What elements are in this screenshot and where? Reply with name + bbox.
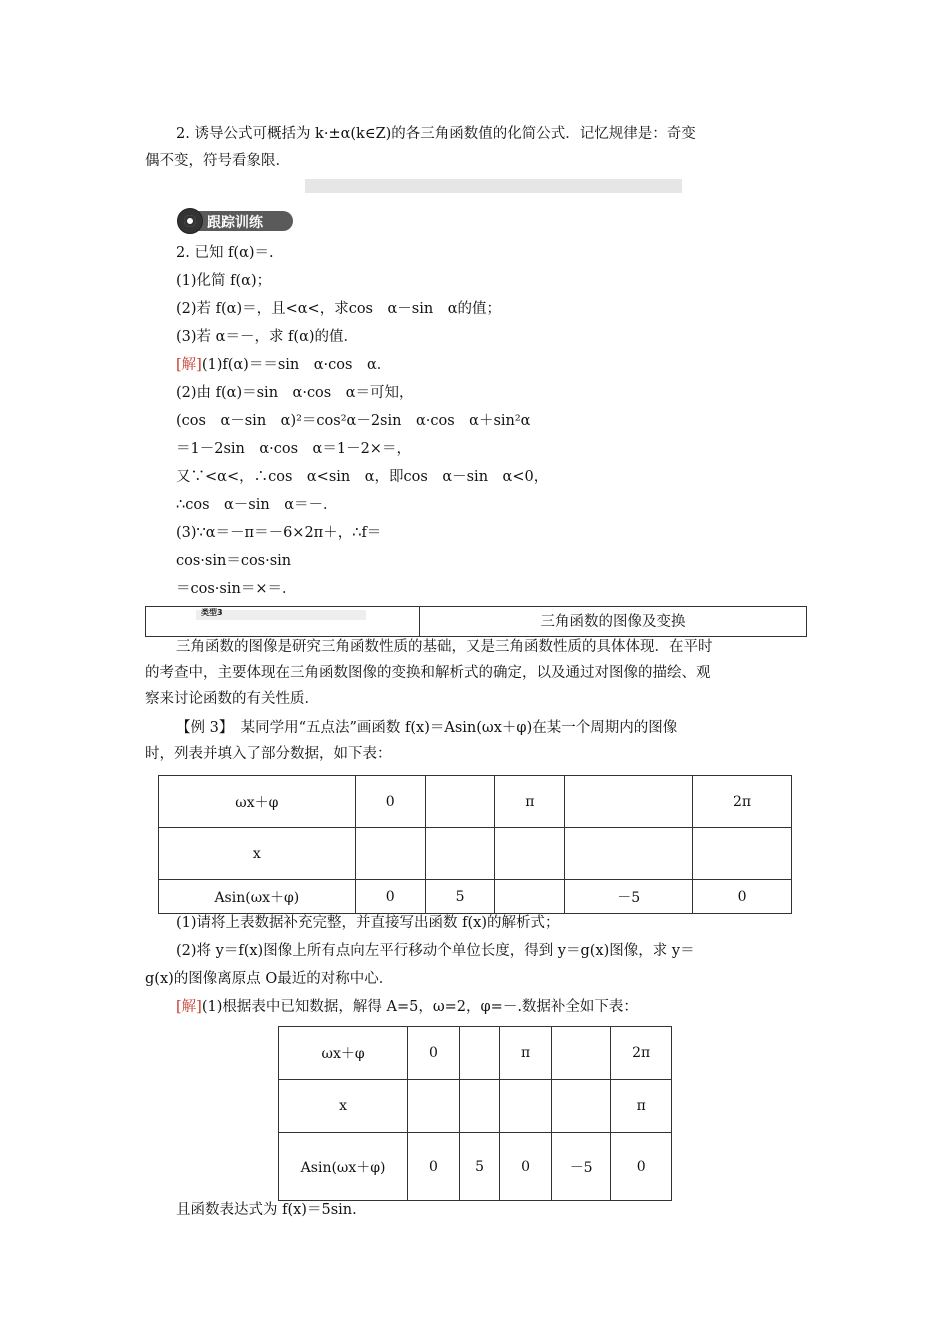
exercise-q3: (3)若 α＝－，求 f(α)的值． bbox=[176, 329, 359, 345]
table-row bbox=[279, 1080, 672, 1133]
table-cell bbox=[565, 828, 693, 880]
exercise-title: 2. 已知 f(α)＝. bbox=[176, 245, 274, 261]
data-table-1 bbox=[158, 775, 792, 914]
table-cell bbox=[495, 828, 565, 880]
table-cell: 5 bbox=[425, 880, 495, 914]
example-line-1: 【例 3】 某同学用“五点法”画函数 f(x)＝Asin(ωx＋φ)在某一个周期内的图像 bbox=[176, 720, 678, 736]
table-cell bbox=[565, 776, 693, 828]
question-2-line-1: (2)将 y＝f(x)图像上所有点向左平行移动个单位长度，得到 y＝g(x)图像，求 y＝ bbox=[176, 943, 695, 959]
intro-line-2: 偶不变，符号看象限． bbox=[145, 153, 290, 169]
table-cell: 0 bbox=[611, 1133, 672, 1201]
table-row bbox=[159, 880, 792, 914]
table-cell bbox=[551, 1027, 611, 1080]
solution-tag: [解] bbox=[176, 357, 202, 373]
paragraph-line-2: 的考查中，主要体现在三角函数图像的变换和解析式的确定，以及通过对图像的描绘、观 bbox=[145, 665, 711, 681]
solution-line-7: (3)∵α＝－π＝－6×2π＋，∴f＝ bbox=[176, 525, 382, 541]
table-cell: ωx＋φ bbox=[279, 1027, 408, 1080]
example-line-2: 时，列表并填入了部分数据，如下表： bbox=[145, 746, 392, 762]
table-cell: －5 bbox=[551, 1133, 611, 1201]
separator-bar bbox=[305, 179, 682, 193]
table-cell bbox=[408, 1080, 460, 1133]
table-cell: －5 bbox=[565, 880, 693, 914]
table-row bbox=[159, 776, 792, 828]
solution-line-6: ∴cos α－sin α＝－． bbox=[176, 497, 338, 513]
table-cell: 0 bbox=[500, 1133, 552, 1201]
table-cell: x bbox=[159, 828, 356, 880]
solution-line-5: 又∵<α<，∴cos α<sin α，即cos α－sin α<0， bbox=[176, 469, 549, 485]
tracking-training-badge bbox=[177, 208, 293, 234]
paragraph-line-3: 察来讨论函数的有关性质． bbox=[145, 691, 319, 707]
solution-line-9: ＝cos·sin＝×＝． bbox=[176, 581, 297, 597]
table-cell bbox=[551, 1080, 611, 1133]
question-2-line-2: g(x)的图像离原点 O最近的对称中心． bbox=[145, 971, 394, 987]
table-cell: π bbox=[495, 776, 565, 828]
table-row bbox=[159, 828, 792, 880]
table-cell bbox=[459, 1027, 500, 1080]
table-cell: π bbox=[500, 1027, 552, 1080]
data-table-2 bbox=[278, 1026, 672, 1201]
table-cell: x bbox=[279, 1080, 408, 1133]
paragraph-line-1: 三角函数的图像是研究三角函数性质的基础，又是三角函数性质的具体体现．在平时 bbox=[176, 639, 713, 655]
table-cell: Asin(ωx＋φ) bbox=[279, 1133, 408, 1201]
type-header bbox=[145, 606, 807, 637]
table-cell: Asin(ωx＋φ) bbox=[159, 880, 356, 914]
intro-line-1: 2. 诱导公式可概括为 k·±α(k∈Z)的各三角函数值的化简公式．记忆规律是：奇变 bbox=[176, 126, 696, 142]
table-row bbox=[279, 1133, 672, 1201]
table-cell bbox=[459, 1080, 500, 1133]
type-title: 三角函数的图像及变换 bbox=[540, 614, 686, 630]
type-label-strip bbox=[196, 610, 366, 620]
solution-line-3: (cos α－sin α)²＝cos²α－2sin α·cos α＋sin²α bbox=[176, 413, 531, 429]
table-cell bbox=[425, 828, 495, 880]
table-cell: 0 bbox=[355, 776, 425, 828]
table-cell bbox=[693, 828, 792, 880]
exercise-q1: (1)化简 f(α)； bbox=[176, 273, 272, 289]
table-cell: 0 bbox=[408, 1027, 460, 1080]
solution-line-2: (2)由 f(α)＝sin α·cos α＝可知， bbox=[176, 385, 414, 401]
table-cell: ωx＋φ bbox=[159, 776, 356, 828]
table-cell: 0 bbox=[355, 880, 425, 914]
table-cell bbox=[355, 828, 425, 880]
table-cell bbox=[500, 1080, 552, 1133]
table-cell: 2π bbox=[693, 776, 792, 828]
solution-2-tag: [解] bbox=[176, 999, 202, 1015]
table-cell bbox=[495, 880, 565, 914]
solution-2-line: [解](1)根据表中已知数据，解得 A=5，ω=2，φ=－.数据补全如下表： bbox=[176, 999, 638, 1015]
target-icon bbox=[177, 208, 203, 234]
final-expression: 且函数表达式为 f(x)＝5sin. bbox=[176, 1202, 357, 1218]
badge-label: 跟踪训练 bbox=[207, 215, 263, 231]
question-1: (1)请将上表数据补充完整，并直接写出函数 f(x)的解析式； bbox=[176, 915, 560, 931]
table-cell: 0 bbox=[408, 1133, 460, 1201]
table-cell: 0 bbox=[693, 880, 792, 914]
type-label: 类型3 bbox=[201, 608, 223, 617]
table-row bbox=[279, 1027, 672, 1080]
table-cell: 5 bbox=[459, 1133, 500, 1201]
solution-line-1: [解](1)f(α)＝＝sin α·cos α． bbox=[176, 357, 392, 373]
exercise-q2: (2)若 f(α)＝，且<α<，求cos α－sin α的值； bbox=[176, 301, 502, 317]
table-cell bbox=[425, 776, 495, 828]
solution-line-4: ＝1－2sin α·cos α＝1－2×＝， bbox=[176, 441, 411, 457]
table-cell: 2π bbox=[611, 1027, 672, 1080]
solution-line-8: cos·sin＝cos·sin bbox=[176, 553, 292, 569]
table-cell: π bbox=[611, 1080, 672, 1133]
